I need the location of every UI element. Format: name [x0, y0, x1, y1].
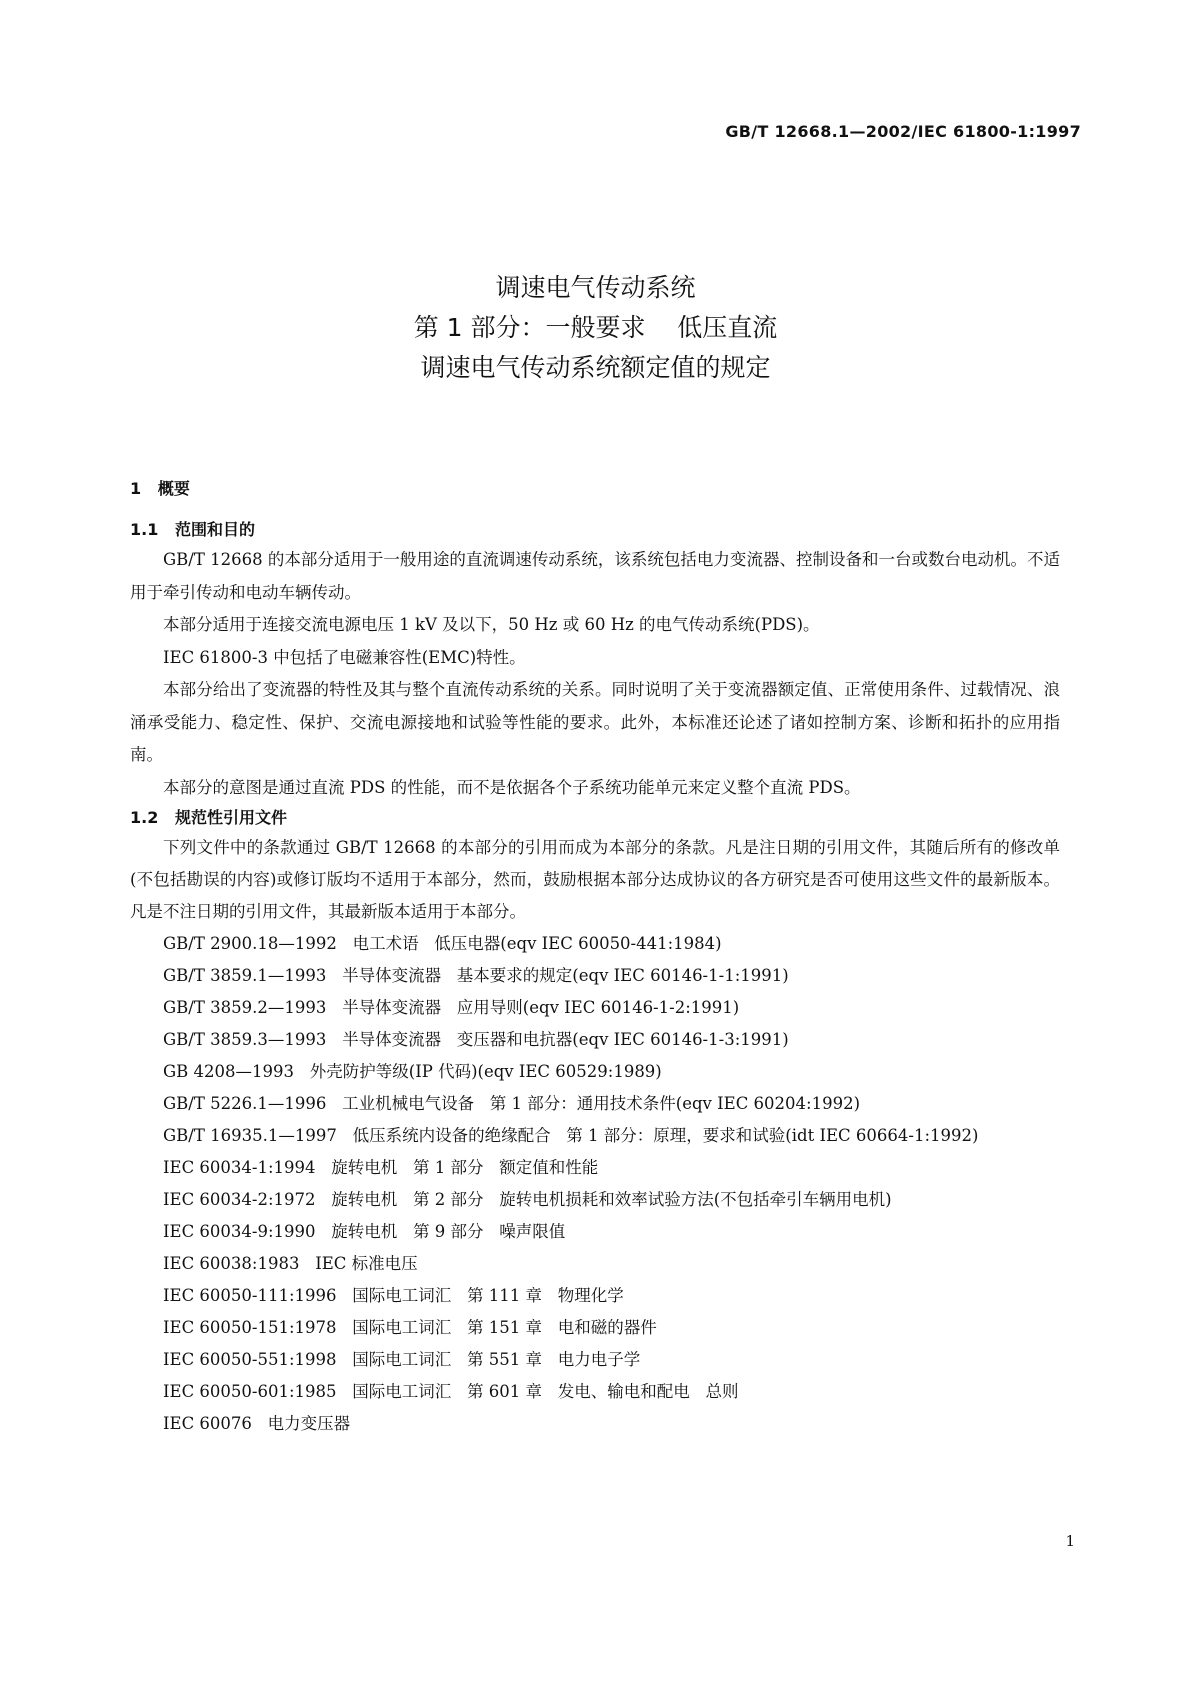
document-title [0, 268, 1191, 388]
reference-item: GB 4208—1993 外壳防护等级(IP 代码)(eqv IEC 60529:1989) [163, 1062, 662, 1081]
reference-item: GB/T 2900.18—1992 电工术语 低压电器(eqv IEC 60050-441:1984) [163, 934, 722, 953]
scope-paragraph: 本部分给出了变流器的特性及其与整个直流传动系统的关系。同时说明了关于变流器额定值、正常使用条件、过载情况、浪涌承受能力、稳定性、保护、交流电源接地和试验等性能的要求。此外，本标准还论述了诸如控制方案、诊断和拓扑的应用指南。 [130, 680, 1060, 764]
reference-item: IEC 60038:1983 IEC 标准电压 [163, 1254, 418, 1273]
reference-item: IEC 60034-2:1972 旋转电机 第 2 部分 旋转电机损耗和效率试验方法(不包括牵引车辆用电机) [163, 1190, 892, 1209]
section-1-heading: 1 概要 [130, 479, 190, 498]
reference-item: GB/T 3859.1—1993 半导体变流器 基本要求的规定(eqv IEC 60146-1-1:1991) [163, 966, 789, 985]
reference-item: GB/T 3859.3—1993 半导体变流器 变压器和电抗器(eqv IEC 60146-1-3:1991) [163, 1030, 789, 1049]
reference-item: GB/T 3859.2—1993 半导体变流器 应用导则(eqv IEC 60146-1-2:1991) [163, 998, 740, 1017]
scope-paragraph: IEC 61800-3 中包括了电磁兼容性(EMC)特性。 [163, 647, 526, 667]
reference-item: GB/T 16935.1—1997 低压系统内设备的绝缘配合 第 1 部分：原理，要求和试验(idt IEC 60664-1:1992) [163, 1126, 979, 1145]
scope-paragraph: GB/T 12668 的本部分适用于一般用途的直流调速传动系统，该系统包括电力变流器、控制设备和一台或数台电动机。不适用于牵引传动和电动车辆传动。 [130, 550, 1060, 602]
reference-list [130, 928, 1060, 1440]
section-1-2-heading: 1.2 规范性引用文件 [130, 808, 288, 827]
title-line-1: 调速电气传动系统 [495, 273, 696, 302]
document-body [130, 474, 1060, 1440]
scope-paragraph: 本部分的意图是通过直流 PDS 的性能，而不是依据各个子系统功能单元来定义整个直流 PDS。 [163, 777, 861, 797]
section-1-1-heading: 1.1 范围和目的 [130, 520, 256, 539]
reference-item: IEC 60050-151:1978 国际电工词汇 第 151 章 电和磁的器件 [163, 1318, 657, 1337]
reference-item: IEC 60034-9:1990 旋转电机 第 9 部分 噪声限值 [163, 1222, 566, 1241]
reference-item: IEC 60050-601:1985 国际电工词汇 第 601 章 发电、输电和配电 总则 [163, 1382, 739, 1401]
reference-item: GB/T 5226.1—1996 工业机械电气设备 第 1 部分：通用技术条件(eqv IEC 60204:1992) [163, 1094, 861, 1113]
references-intro: 下列文件中的条款通过 GB/T 12668 的本部分的引用而成为本部分的条款。凡是注日期的引用文件，其随后所有的修改单(不包括勘误的内容)或修订版均不适用于本部分，然而，鼓励根据本部分达成协议的各方研究是否可使用这些文件的最新版本。凡是不注日期的引用文件，其最新版本适用于本部分。 [130, 838, 1060, 921]
scope-paragraph: 本部分适用于连接交流电源电压 1 kV 及以下，50 Hz 或 60 Hz 的电气传动系统(PDS)。 [163, 615, 820, 634]
reference-item: IEC 60034-1:1994 旋转电机 第 1 部分 额定值和性能 [163, 1158, 599, 1177]
page-number: 1 [1065, 1532, 1075, 1550]
reference-item: IEC 60076 电力变压器 [163, 1414, 351, 1433]
title-line-2: 第 1 部分：一般要求 低压直流 [413, 313, 778, 342]
title-line-3: 调速电气传动系统额定值的规定 [420, 353, 771, 382]
reference-item: IEC 60050-551:1998 国际电工词汇 第 551 章 电力电子学 [163, 1350, 641, 1369]
standard-code-header: GB/T 12668.1—2002/IEC 61800-1:1997 [725, 122, 1081, 141]
reference-item: IEC 60050-111:1996 国际电工词汇 第 111 章 物理化学 [163, 1286, 624, 1305]
